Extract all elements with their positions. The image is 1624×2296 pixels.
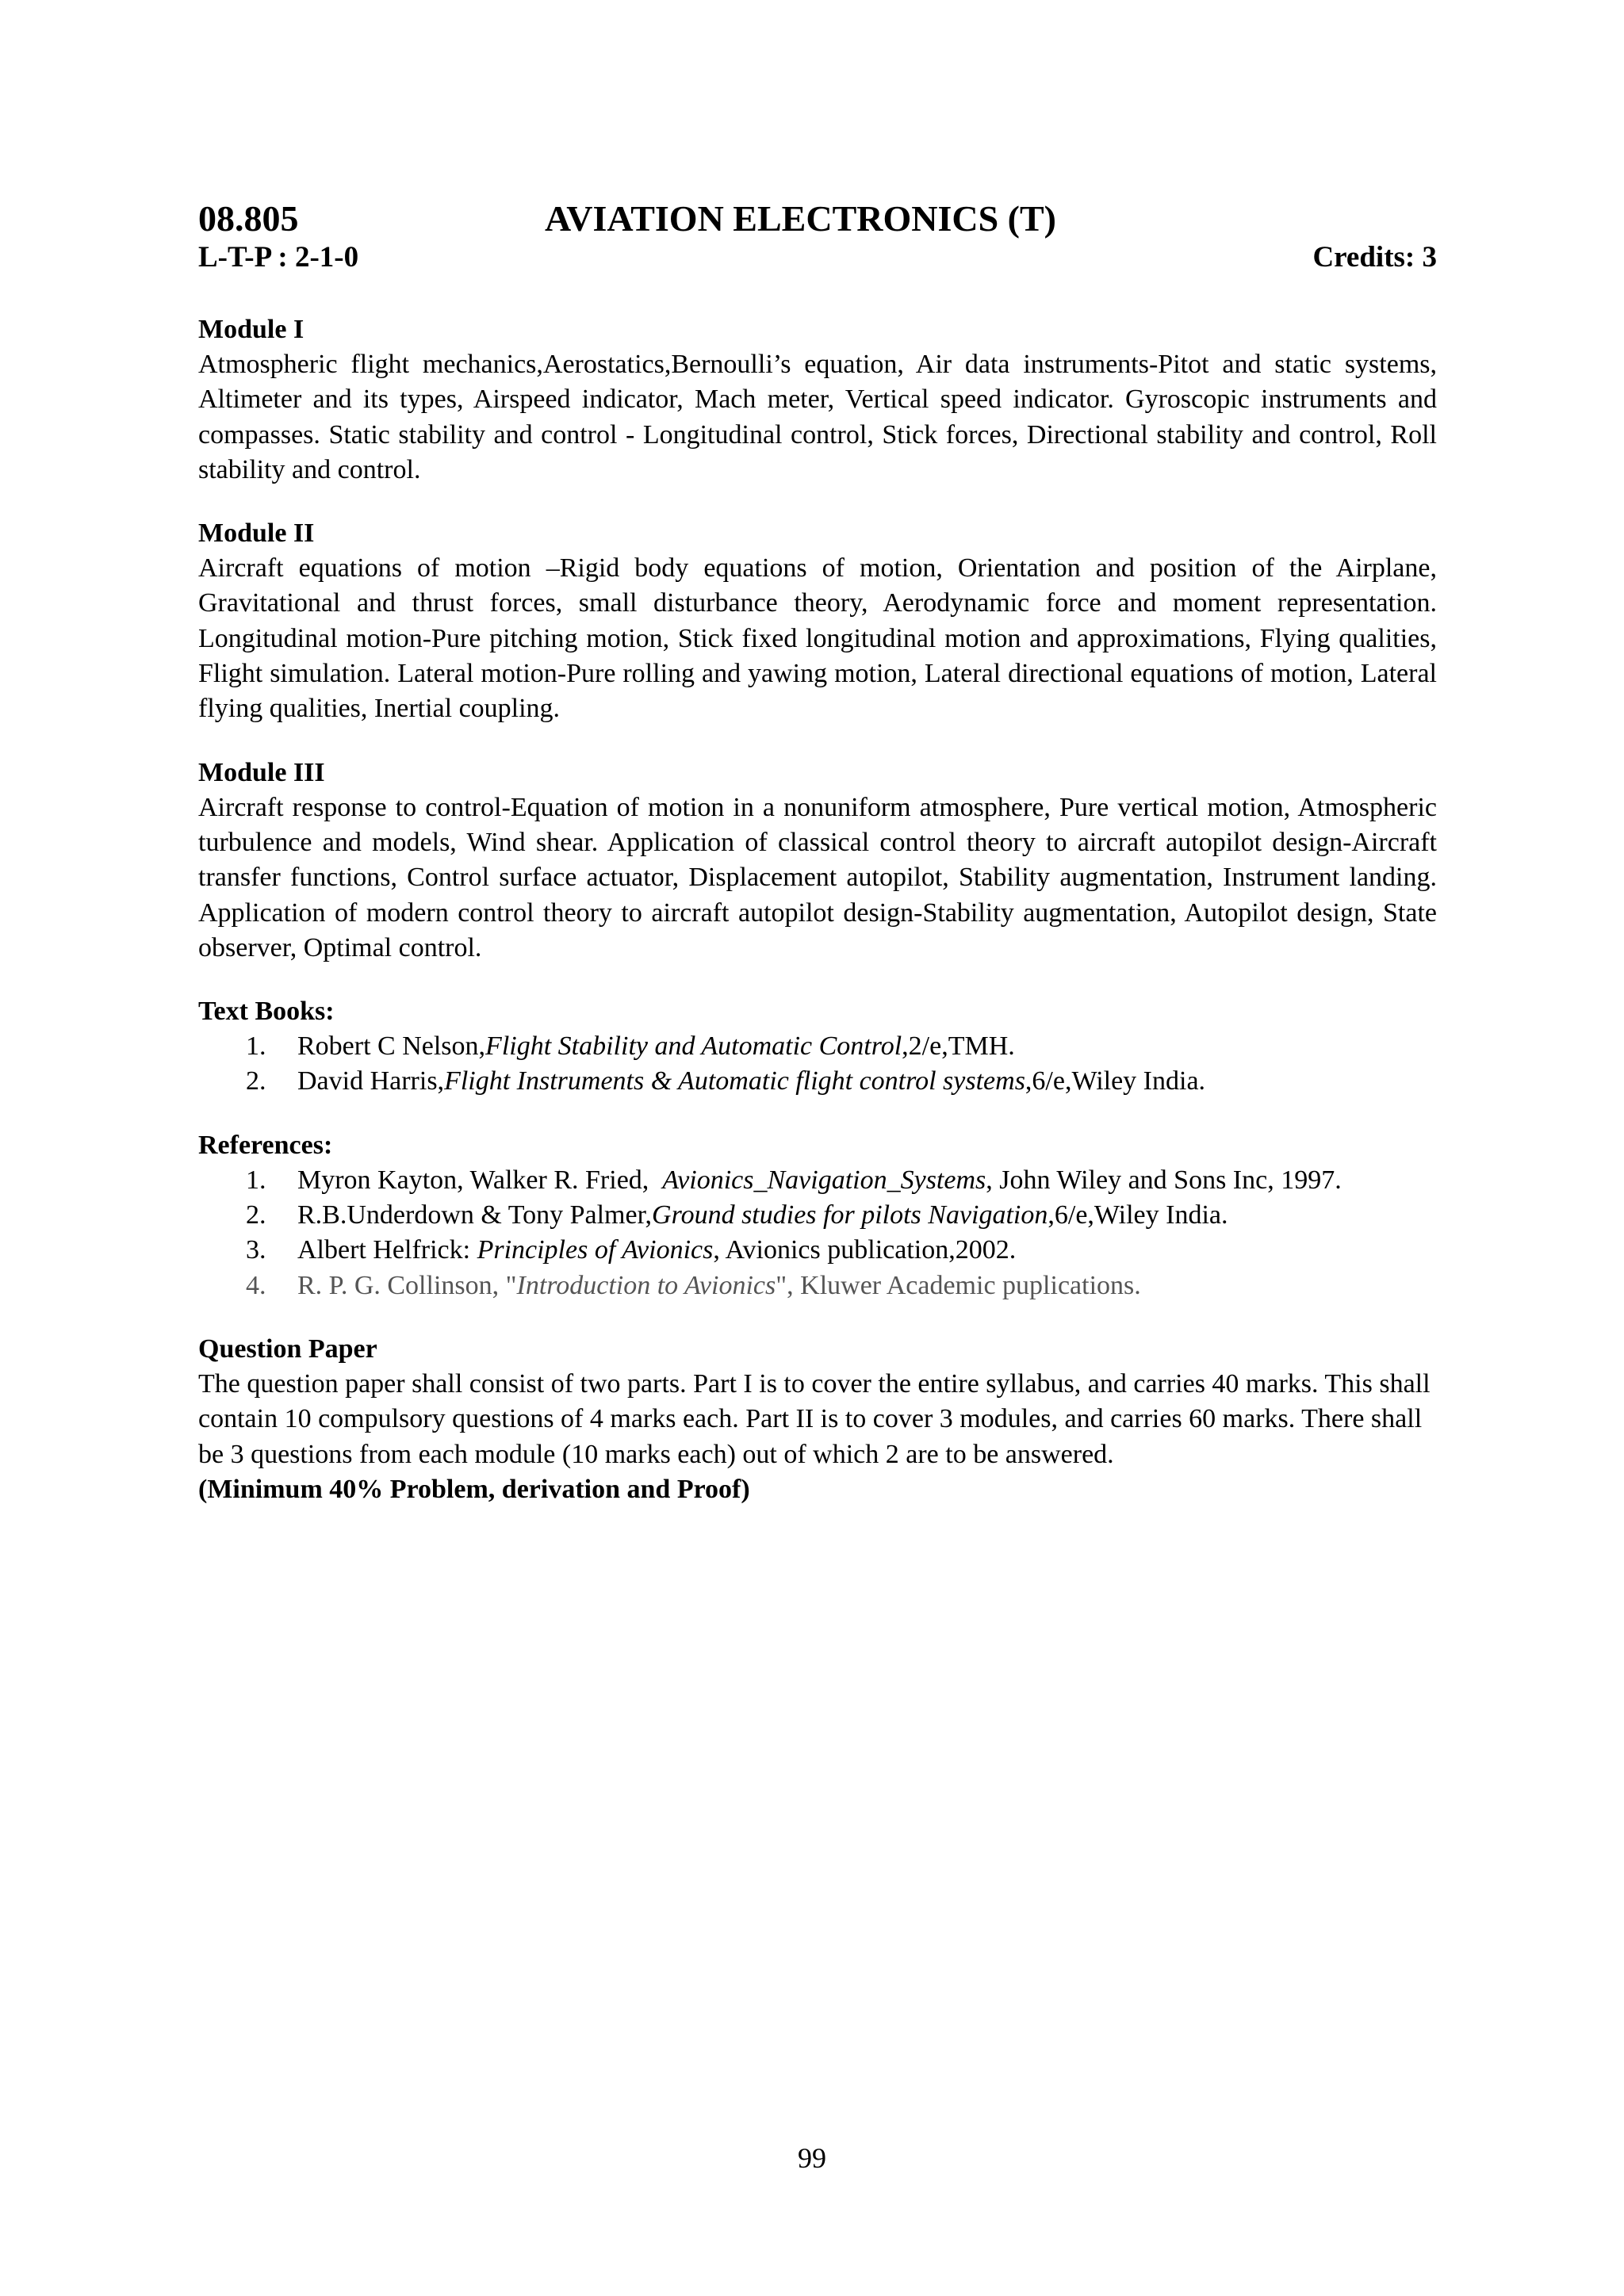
- item-number: 1.: [246, 1165, 266, 1195]
- item-number: 2.: [246, 1200, 266, 1230]
- course-code: 08.805: [198, 198, 299, 239]
- item-author: R.B.Underdown & Tony Palmer,: [297, 1200, 653, 1230]
- item-author: Albert Helfrick:: [297, 1235, 477, 1265]
- item-rest: , Avionics publication,2002.: [713, 1235, 1017, 1265]
- question-paper-heading: Question Paper: [198, 1334, 377, 1364]
- item-number: 3.: [246, 1235, 266, 1265]
- question-paper-note: (Minimum 40% Problem, derivation and Proof): [198, 1474, 750, 1504]
- module-text: Aircraft equations of motion –Rigid body equations of motion, Orientation and position of the Airplane, Gravitational and thrust forces, small disturbance theory, Aerodynamic force and moment representation. Longitudinal motion-Pure pitching motion, Stick fixed longitudinal motion and approximations, Flying qualities, Flight simulation. Lateral motion-Pure rolling and yawing motion, Lateral directional equations of motion, Lateral flying qualities, Inertial coupling.: [198, 553, 1437, 724]
- references-section: [198, 1128, 1437, 1303]
- item-author: David Harris,: [297, 1066, 445, 1096]
- syllabus-page: [198, 198, 1437, 1507]
- item-author: R. P. G. Collinson, ": [297, 1270, 517, 1300]
- item-number: 4.: [246, 1270, 266, 1300]
- list-item: [198, 1269, 1437, 1303]
- page-number: 99: [798, 2142, 826, 2174]
- module-heading: Module I: [198, 315, 304, 344]
- item-title: Ground studies for pilots Navigation: [652, 1200, 1048, 1230]
- item-rest: ,2/e,TMH.: [902, 1031, 1015, 1062]
- item-title: Avionics_Navigation_Systems: [662, 1165, 986, 1195]
- item-rest: , John Wiley and Sons Inc, 1997.: [986, 1165, 1342, 1195]
- item-title: Introduction to Avionics: [516, 1270, 776, 1300]
- list-item: [198, 1163, 1437, 1198]
- item-number: 1.: [246, 1031, 266, 1062]
- item-title: Principles of Avionics: [477, 1235, 714, 1265]
- item-rest: ,6/e,Wiley India.: [1025, 1066, 1206, 1096]
- ltp-label: L-T-P : 2-1-0: [198, 241, 359, 274]
- course-title: AVIATION ELECTRONICS (T): [545, 198, 1056, 239]
- credits-label: Credits: 3: [1312, 241, 1437, 274]
- text-books-section: [198, 994, 1437, 1100]
- module-3: [198, 756, 1437, 966]
- module-2: [198, 516, 1437, 726]
- item-title: Flight Stability and Automatic Control: [485, 1031, 902, 1062]
- text-books-list: [198, 1029, 1437, 1100]
- question-paper-text: The question paper shall consist of two parts. Part I is to cover the entire syllabus, and carries 40 marks. This shall contain 10 compulsory questions of 4 marks each. Part II is to cover 3 modules, and carries 60 marks. There shall be 3 questions from each module (10 marks each) out of which 2 are to be answered.: [198, 1368, 1431, 1469]
- references-heading: References:: [198, 1130, 333, 1160]
- item-number: 2.: [246, 1066, 266, 1096]
- module-text: Atmospheric flight mechanics,Aerostatics,Bernoulli’s equation, Air data instruments-Pitot and static systems, Altimeter and its types, Airspeed indicator, Mach meter, Vertical speed indicator. Gyroscopic instruments and compasses. Static stability and control - Longitudinal control, Stick forces, Directional stability and control, Roll stability and control.: [198, 350, 1437, 484]
- references-list: [198, 1163, 1437, 1303]
- course-title-row: [198, 198, 1437, 239]
- item-title: Flight Instruments & Automatic flight control systems: [444, 1066, 1025, 1096]
- item-author: Robert C Nelson,: [297, 1031, 486, 1062]
- question-paper-section: [198, 1332, 1437, 1507]
- module-heading: Module II: [198, 519, 315, 549]
- list-item: [198, 1233, 1437, 1268]
- course-meta-row: [198, 239, 1437, 276]
- module-1: [198, 312, 1437, 488]
- module-heading: Module III: [198, 757, 325, 787]
- item-rest: ,6/e,Wiley India.: [1048, 1200, 1228, 1230]
- module-text: Aircraft response to control-Equation of motion in a nonuniform atmosphere, Pure vertical motion, Atmospheric turbulence and models, Wind shear. Application of classical control theory to aircraft autopilot design-Aircraft transfer functions, Control surface actuator, Displacement autopilot, Stability augmentation, Instrument landing. Application of modern control theory to aircraft autopilot design-Stability augmentation, Autopilot design, State observer, Optimal control.: [198, 792, 1437, 962]
- item-author: Myron Kayton, Walker R. Fried,: [297, 1165, 663, 1195]
- list-item: [198, 1064, 1437, 1099]
- text-books-heading: Text Books:: [198, 997, 335, 1027]
- item-rest: ", Kluwer Academic puplications.: [776, 1270, 1141, 1300]
- list-item: [198, 1029, 1437, 1064]
- list-item: [198, 1198, 1437, 1233]
